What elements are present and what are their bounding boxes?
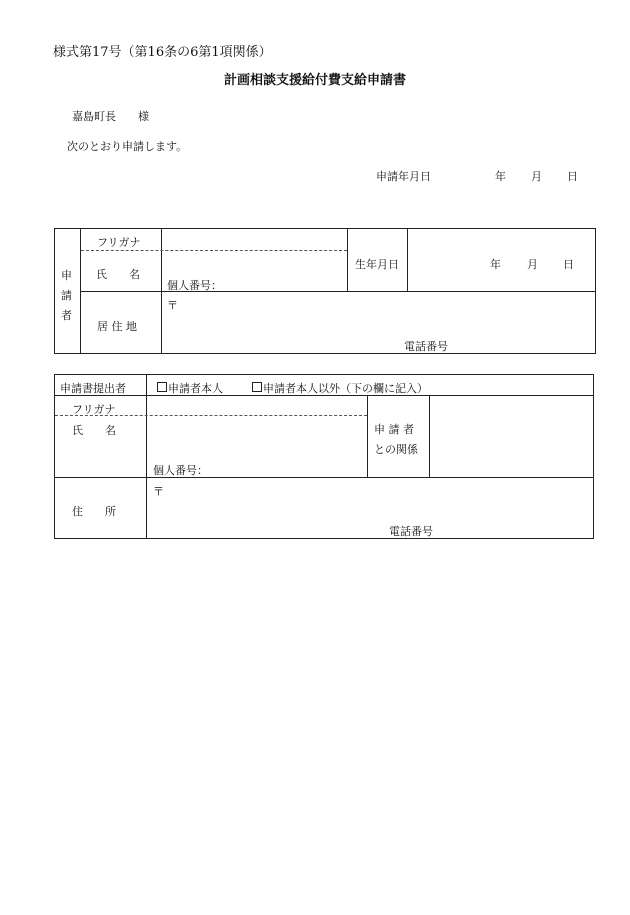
submitter-name-label: 氏 名 xyxy=(72,424,116,437)
submitter-header-label: 申請書提出者 xyxy=(60,382,126,395)
relation-label-line2: との関係 xyxy=(374,443,418,456)
divider xyxy=(80,291,596,292)
applicant-phone-label: 電話番号 xyxy=(404,340,448,353)
submitter-table-border xyxy=(54,374,594,539)
page-title: 計画相談支援給付費支給申請書 xyxy=(223,73,406,88)
applicant-address-label: 居 住 地 xyxy=(97,320,137,333)
application-date-year: 年 xyxy=(495,170,506,183)
addressee: 嘉島町長 様 xyxy=(72,110,149,123)
relation-label-line1: 申 請 者 xyxy=(374,423,414,436)
applicant-postal-mark: 〒 xyxy=(167,299,178,312)
divider xyxy=(429,395,430,477)
applicant-personal-number-label: 個人番号： xyxy=(167,279,222,292)
applicant-furigana-label: フリガナ xyxy=(97,236,141,249)
checkbox-self[interactable] xyxy=(157,382,167,392)
application-date-day: 日 xyxy=(567,170,578,183)
divider xyxy=(407,228,408,292)
submitter-phone-label: 電話番号 xyxy=(389,525,433,538)
birth-year-label: 年 xyxy=(490,258,501,271)
divider xyxy=(146,374,147,539)
option-self[interactable] xyxy=(157,380,223,396)
applicant-side-label-1: 申 xyxy=(61,269,72,282)
submitter-personal-number-label: 個人番号： xyxy=(153,464,208,477)
option-self-label: 申請者本人 xyxy=(168,382,223,395)
applicant-side-label-2: 請 xyxy=(61,289,72,302)
divider xyxy=(367,395,368,477)
applicant-side-label-3: 者 xyxy=(61,309,72,322)
birth-day-label: 日 xyxy=(563,258,574,271)
submitter-address-label: 住 所 xyxy=(72,505,116,518)
applicant-name-label: 氏 名 xyxy=(96,268,140,281)
application-date-label: 申請年月日 xyxy=(376,170,431,183)
birth-month-label: 月 xyxy=(527,258,538,271)
submitter-furigana-label: フリガナ xyxy=(72,403,116,416)
option-other[interactable] xyxy=(252,380,428,396)
checkbox-other[interactable] xyxy=(252,382,262,392)
divider xyxy=(54,477,594,478)
submitter-postal-mark: 〒 xyxy=(153,485,164,498)
form-number: 様式第17号（第16条の6第1項関係） xyxy=(53,45,272,60)
furigana-divider xyxy=(81,250,347,251)
birthdate-label: 生年月日 xyxy=(355,258,399,271)
option-other-label: 申請者本人以外（下の欄に記入） xyxy=(263,382,428,395)
divider xyxy=(347,228,348,292)
application-date-month: 月 xyxy=(531,170,542,183)
intro-text: 次のとおり申請します。 xyxy=(67,140,188,153)
